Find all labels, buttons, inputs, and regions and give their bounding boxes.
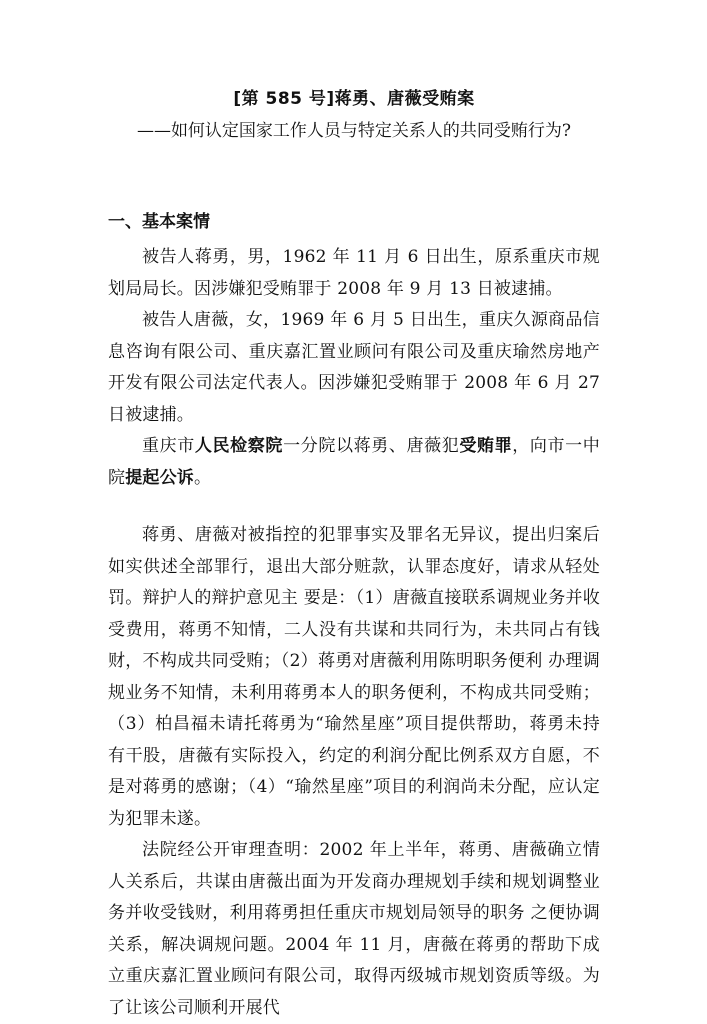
paragraph-defense-opinion: 蒋勇、唐薇对被指控的犯罪事实及罪名无异议，提出归案后如实供述全部罪行，退出大部分赃款，认罪态度好，请求从轻处罚。辩护人的辩护意见主 要是：（1）唐薇直接联系调规业务并收受费用，蒋勇不知情，二人没有共谋和共同行为，未共同占有钱财，不构成共同受贿；（2）蒋勇对唐薇利用陈明职务便利 办理调规业务不知情，未利用蒋勇本人的职务便利，不构成共同受贿；（3）柏昌福未请托蒋勇为“瑜然星座”项目提供帮助，蒋勇未持有干股，唐薇有实际投入，约定的利润分配比例系双方自愿，不是对蒋勇的感谢；（4）“瑜然星座”项目的利润尚未分配，应认定为犯罪未遂。	[108, 525, 600, 829]
paragraph-court-findings: 法院经公开审理查明：2002 年上半年，蒋勇、唐薇确立情人关系后，共谋由唐薇出面为开发商办理规划手续和规划调整业务并收受钱财，利用蒋勇担任重庆市规划局领导的职务 之便协调关系，解决调规问题。2004 年 11 月，唐薇在蒋勇的帮助下成立重庆嘉汇置业顾问有限公司，取得丙级城市规划资质等级。为了让该公司顺利开展代	[108, 840, 600, 1018]
prosecution-text-2: 一分院以蒋勇、唐薇犯	[283, 436, 460, 456]
paragraph-prosecution	[108, 431, 600, 494]
case-title: [第 585 号]蒋勇、唐薇受贿案	[233, 89, 475, 109]
prosecution-text-4: 。	[194, 467, 212, 488]
keyword-procuratorate: 人民检察院	[194, 436, 284, 456]
prosecution-text-1: 重庆市	[142, 436, 195, 456]
paragraph-defendant-tang: 被告人唐薇，女，1969 年 6 月 5 日出生，重庆久源商品信息咨询有限公司、重庆嘉汇置业顾问有限公司及重庆瑜然房地产开发有限公司法定代表人。因涉嫌犯受贿罪于 2008 年 6 月 27 日被逮捕。	[108, 310, 600, 425]
prosecution-text-3: ，向市一中院	[108, 436, 601, 488]
section-heading: 一、基本案情	[108, 212, 210, 232]
case-subtitle: ——如何认定国家工作人员与特定关系人的共同受贿行为?	[136, 121, 572, 141]
document-body	[108, 242, 600, 1024]
keyword-public-prosecution: 提起公诉	[125, 467, 195, 488]
keyword-bribery-crime: 受贿罪	[459, 436, 513, 456]
paragraph-defendant-jiang: 被告人蒋勇，男，1962 年 11 月 6 日出生，原系重庆市规划局局长。因涉嫌犯受贿罪于 2008 年 9 月 13 日被逮捕。	[108, 247, 600, 299]
